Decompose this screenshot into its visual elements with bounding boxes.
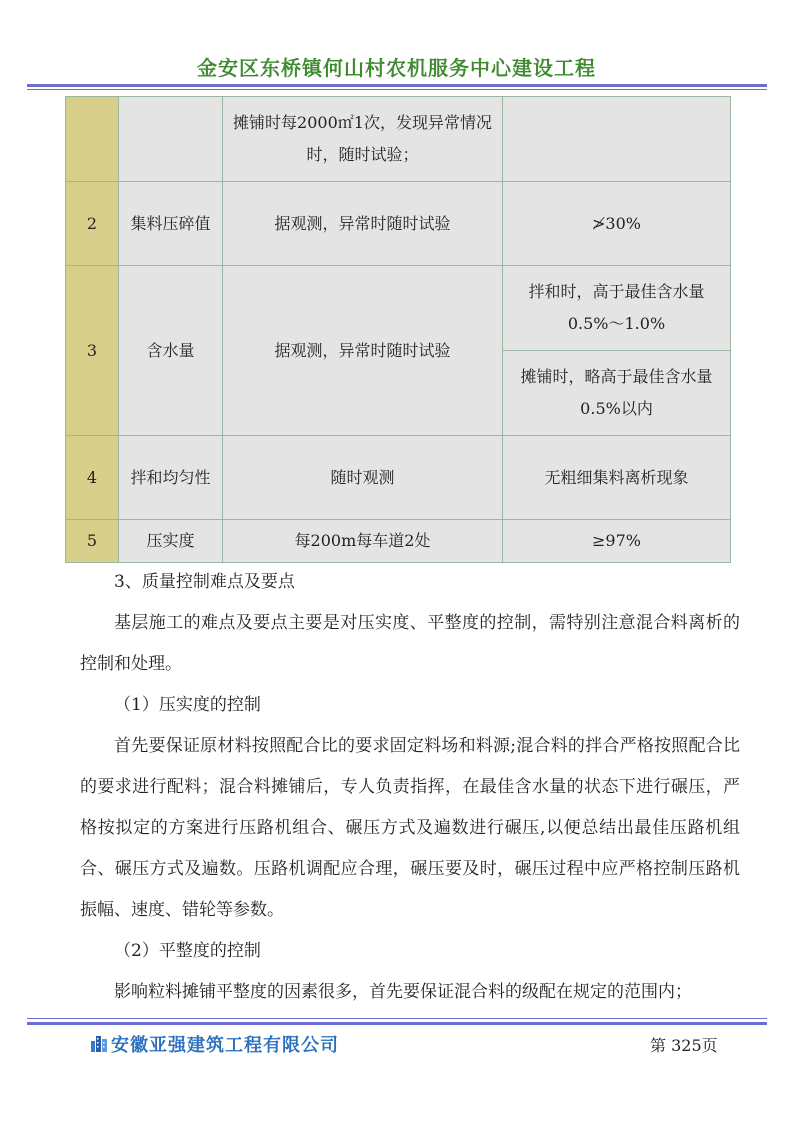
sub-heading-compaction: （1）压实度的控制 [114,695,261,715]
row-item: 拌和均匀性 [119,436,223,520]
row-method: 据观测，异常时随时试验 [223,182,503,266]
table-row [66,520,731,563]
page-number: 第 325页 [650,1036,718,1055]
footer-rule-thick [27,1022,767,1025]
row-number: 5 [66,520,119,563]
footer-rule-thin [27,1018,767,1019]
row-standard: 无粗细集料离析现象 [503,436,731,520]
row-standard: ≯30% [503,182,731,266]
table-row [66,97,731,182]
table-row [66,436,731,520]
row-standard: ≥97% [503,520,731,563]
section-heading: 3、质量控制难点及要点 [114,572,295,592]
table-row [66,182,731,266]
header-rule-thin [27,89,767,90]
page-header-title: 金安区东桥镇何山村农机服务中心建设工程 [197,56,596,80]
row-number [66,97,119,182]
intro-paragraph: 基层施工的难点及要点主要是对压实度、平整度的控制，需特别注意混合料离析的控制和处理。 [80,613,740,674]
flatness-paragraph: 影响粒料摊铺平整度的因素很多，首先要保证混合料的级配在规定的范围内； [114,982,692,1002]
compaction-paragraph: 首先要保证原材料按照配合比的要求固定料场和料源;混合料的拌合严格按照配合比的要求进行配料；混合料摊铺后，专人负责指挥，在最佳含水量的状态下进行碾压，严格按拟定的方案进行压路机组合、碾压方式及遍数进行碾压,以便总结出最佳压路机组合、碾压方式及遍数。压路机调配应合理，碾压要及时，碾压过程中应严格控制压路机振幅、速度、错轮等参数。 [80,736,740,920]
footer-company-name: 安徽亚强建筑工程有限公司 [111,1035,339,1056]
sub-heading-flatness: （2）平整度的控制 [114,941,261,961]
row-method: 随时观测 [223,436,503,520]
building-icon [90,1034,108,1052]
row-standard [503,97,731,182]
row-method: 每200m每车道2处 [223,520,503,563]
row-standard-mixing: 拌和时，高于最佳含水量0.5%～1.0% [503,266,731,351]
row-number: 3 [66,266,119,436]
row-item: 压实度 [119,520,223,563]
header-rule-thick [27,84,767,87]
row-method: 摊铺时每2000㎡1次，发现异常情况时，随时试验； [223,97,503,182]
quality-spec-table [65,96,731,563]
row-number: 4 [66,436,119,520]
row-standard-paving: 摊铺时，略高于最佳含水量0.5%以内 [503,351,731,436]
row-item [119,97,223,182]
row-number: 2 [66,182,119,266]
row-item: 集料压碎值 [119,182,223,266]
table-row [66,266,731,351]
row-method: 据观测，异常时随时试验 [223,266,503,436]
row-item: 含水量 [119,266,223,436]
